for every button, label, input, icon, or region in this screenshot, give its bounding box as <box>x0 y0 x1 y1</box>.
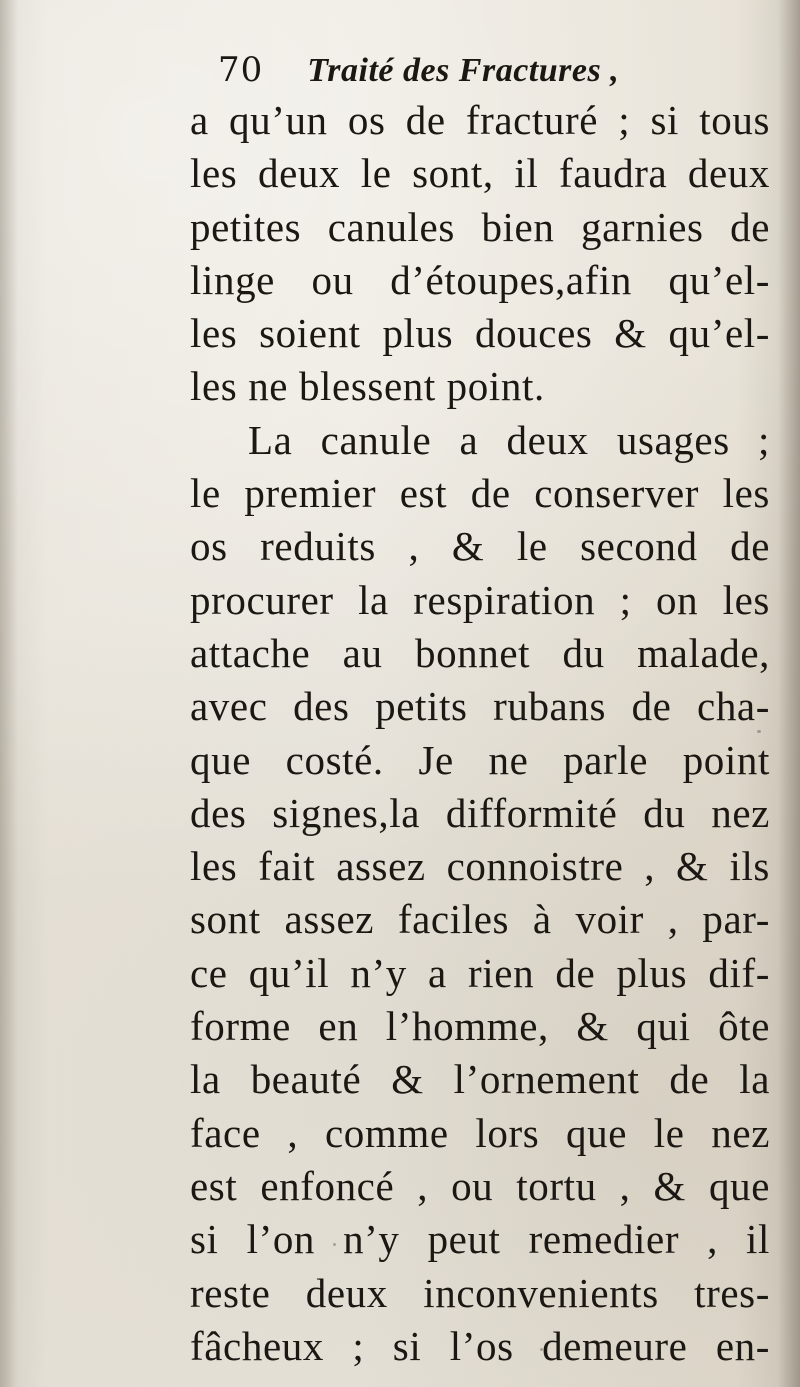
text-line: des signes,la difformité du nez <box>190 789 770 836</box>
paragraph-start-line: La canule a deux usages ; <box>248 416 770 463</box>
body-text <box>190 94 770 1373</box>
text-line: sont assez faciles à voir , par- <box>190 896 770 943</box>
text-line: petites canules bien garnies de <box>190 203 770 250</box>
text-line: les soient plus douces & qu’el- <box>190 310 770 357</box>
text-line: les ne blessent point. <box>190 363 545 410</box>
text-line: les fait assez connoistre , & ils <box>190 843 770 890</box>
text-line: ce qu’il n’y a rien de plus dif- <box>190 949 770 996</box>
text-line: la beauté & l’ornement de la <box>190 1056 770 1103</box>
text-line: le premier est de conserver les <box>190 470 770 517</box>
text-line: avec des petits rubans de cha- <box>190 683 770 730</box>
text-line: les deux le sont, il faudra deux <box>190 150 770 197</box>
text-line: si l’on n’y peut remedier , il <box>190 1216 770 1263</box>
page-header <box>218 44 678 96</box>
text-line: est enfoncé , ou tortu , & que <box>190 1162 770 1209</box>
page-number: 70 <box>218 50 264 90</box>
text-line: reste deux inconvenients tres- <box>190 1269 770 1316</box>
text-line: linge ou d’étoupes,afin qu’el- <box>190 256 770 303</box>
text-line: face , comme lors que le nez <box>190 1109 770 1156</box>
text-line: attache au bonnet du malade, <box>190 629 770 676</box>
text-line: fâcheux ; si l’os demeure en- <box>190 1322 770 1369</box>
page-edge-right <box>778 0 800 1387</box>
paper-speck <box>333 1243 336 1246</box>
text-line: forme en l’homme, & qui ôte <box>190 1003 770 1050</box>
text-line: a qu’un os de fracturé ; si tous <box>190 97 770 143</box>
paper-speck <box>540 1348 543 1351</box>
text-line: procurer la respiration ; on les <box>190 576 770 623</box>
paper-speck <box>757 730 761 733</box>
text-line: os reduits , & le second de <box>190 523 770 570</box>
text-line: que costé. Je ne parle point <box>190 736 770 783</box>
page-edge-left <box>0 0 18 1387</box>
running-title: Traité des Fractures , <box>307 52 620 89</box>
